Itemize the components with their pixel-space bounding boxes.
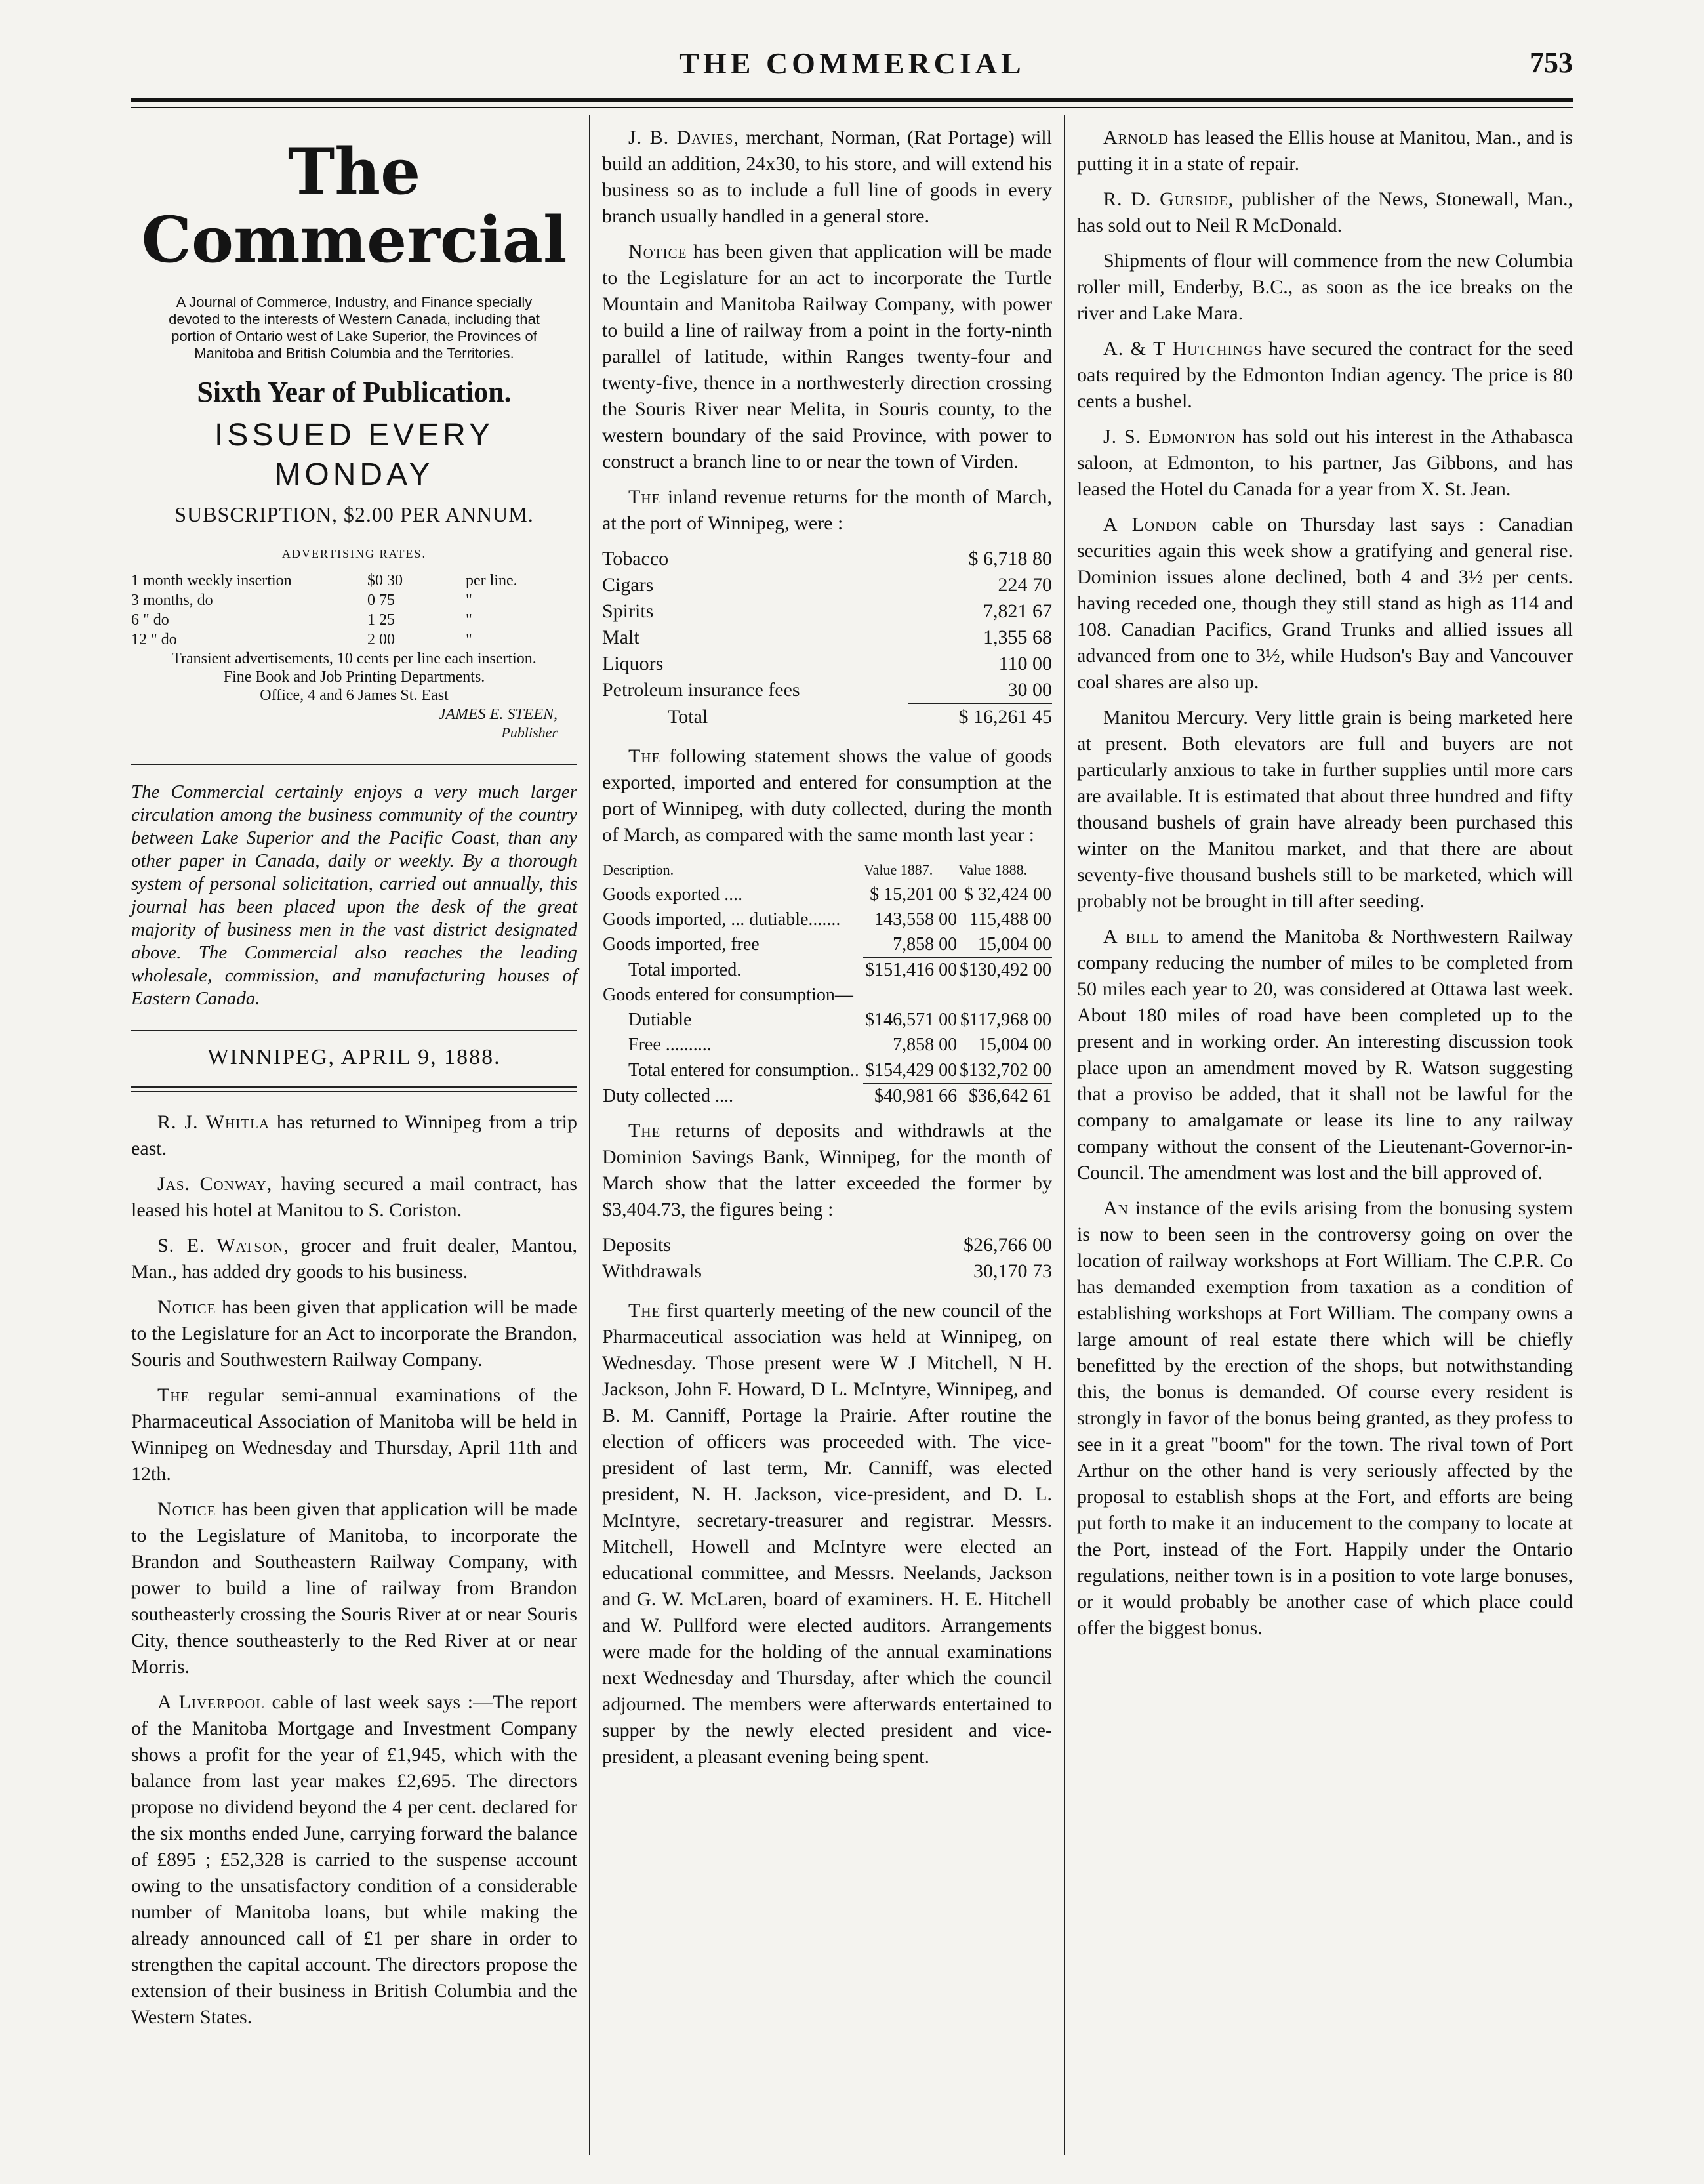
trade-statement-table: [602, 857, 1052, 1109]
news-item: A. & T Hutchings have secured the contract for the seed oats required by the Edmonton Indian agency. The price is 80 cents a bushel.: [1077, 338, 1573, 412]
dateline-rule-thin: [131, 1091, 577, 1092]
column-divider: [1064, 115, 1065, 2155]
office-address: Office, 4 and 6 James St. East: [260, 687, 449, 704]
news-item: The inland revenue returns for the month of March, at the port of Winnipeg, were :: [602, 486, 1052, 534]
advertising-row: 6 " do 1 25 ": [131, 611, 472, 628]
running-head: [131, 46, 1573, 88]
issued-every-monday: ISSUED EVERY MONDAY: [214, 418, 494, 492]
table-total-row: Total $ 16,261 45: [602, 704, 1052, 731]
news-item: Arnold has leased the Ellis house at Manitou, Man., and is putting it in a state of repair.: [1077, 127, 1573, 175]
masthead-description: A Journal of Commerce, Industry, and Finance specially devoted to the interests of Western Canada, including that portion of Ontario west of Lake Superior, the Provinces of Manitoba and British Columbia and the Territories.: [169, 294, 540, 361]
dateline-rule: [131, 1086, 577, 1088]
column-3: [1077, 125, 1573, 1651]
column-2: [602, 125, 1052, 1779]
column-divider: [589, 115, 590, 2155]
table-row: Total imported. $151,416 00 $130,492 00: [602, 958, 1052, 983]
news-item: R. J. Whitla has returned to Winnipeg from a trip east.: [131, 1111, 577, 1159]
advertising-rates: [131, 571, 577, 649]
publisher-title: Publisher: [501, 724, 558, 741]
publisher-name: JAMES E. STEEN,: [438, 706, 558, 723]
inland-revenue-table: [602, 546, 1052, 730]
table-row: Liquors 110 00: [602, 653, 1052, 674]
subscription-price: SUBSCRIPTION, $2.00 PER ANNUM.: [174, 503, 534, 526]
advertising-row: 12 " do 2 00 ": [131, 631, 472, 648]
sixth-year: Sixth Year of Publication.: [197, 376, 512, 408]
news-item: A bill to amend the Manitoba & Northwestern Railway company reducing the number of miles to be completed from 50 miles each year to 20, was considered at Ottawa last week. About 180 miles of road have been completed up to the present and in working order. An interesting discussion took place upon an amendment moved by R. Watson suggesting that a proviso be added, that it shall not be lawful for the company to amalgamate or lease its line to any railway company without the consent of the Lieutenant-Governor-in-Council. The amendment was lost and the bill approved of.: [1077, 926, 1573, 1184]
news-item: Shipments of flour will commence from the new Columbia roller mill, Enderby, B.C., as soon as the ice breaks on the river and Lake Mara.: [1077, 250, 1573, 324]
table-row: Duty collected .... $40,981 66 $36,642 61: [602, 1084, 1052, 1109]
advertising-row: 1 month weekly insertion $0 30 per line.: [131, 572, 517, 589]
table-row: Free .......... 7,858 00 15,004 00: [628, 1035, 1051, 1056]
news-item: Notice has been given that application will be made to the Legislature for an act to incorporate the Turtle Mountain and Manitoba Railway Company, with power to build a line of railway from a point in the forty-ninth parallel of latitude, within Ranges twenty-four and twenty-five, thence in a northwesterly direction crossing the Souris River near Melita, in Souris county, to the western boundary of the said Province, with power to construct a branch line to or near the town of Virden.: [602, 241, 1052, 472]
header-rule: [131, 98, 1573, 102]
news-item: Jas. Conway, having secured a mail contract, has leased his hotel at Manitou to S. Coriston.: [131, 1173, 578, 1221]
table-row: Malt 1,355 68: [602, 627, 1052, 648]
table-row: Goods exported .... $ 15,201 00 $ 32,424 00: [603, 884, 1051, 905]
news-item: The returns of deposits and withdrawls at the Dominion Savings Bank, Winnipeg, for the month of March show that the latter exceeded the former by $3,404.73, the figures being :: [602, 1120, 1052, 1220]
news-item: Manitou Mercury. Very little grain is being marketed here at present. Both elevators are full and buyers are not particularly anxious to take in further supplies until more cars are available. It is estimated that about three hundred and fifty thousand bushels of grain have already been purchased this winter on the Manitou market, and that there are about seventy-five thousand bushels still to be marketed, which will probably not be brought in till after seeding.: [1077, 707, 1573, 912]
table-row: Dutiable $146,571 00 $117,968 00: [628, 1010, 1051, 1030]
printing-departments: Fine Book and Job Printing Departments.: [223, 669, 485, 686]
table-row: Spirits 7,821 67: [602, 600, 1052, 622]
news-item: J. B. Davies, merchant, Norman, (Rat Portage) will build an addition, 24x30, to his store, and will extend his business so as to include a full line of goods in every branch usually handled in a general store.: [602, 127, 1052, 227]
circulation-notice: The Commercial certainly enjoys a very much larger circulation among the business community of the country between Lake Superior and the Pacific Coast, than any other paper in Canada, daily or weekly. By a thorough system of personal solicitation, carried out annually, this journal has been placed upon the desk of the great majority of business men in the vast district designated above. The Commercial also reaches the leading wholesale, commission, and manufacturing houses of Eastern Canada.: [131, 764, 577, 1010]
table-row: Goods entered for consumption—: [603, 985, 853, 1005]
table-row: Deposits $26,766 00: [602, 1234, 1052, 1256]
dateline: WINNIPEG, APRIL 9, 1888.: [131, 1030, 577, 1071]
news-item: R. D. Gurside, publisher of the News, Stonewall, Man., has sold out to Neil R McDonald.: [1077, 188, 1573, 236]
news-item: A Liverpool cable of last week says :—The report of the Manitoba Mortgage and Investment Company shows a profit for the year of £1,945, which with the balance from last year makes £2,695. The directors propose no dividend beyond the 4 per cent. declared for the six months ended June, carrying forward the balance of £895 ; £52,328 is carried to the suspense account owing to the unsatisfactory condition of a considerable number of Manitoba loans, but while making the already announced call of £1 per share in order to strengthen the capital account. The directors propose the extension of their business in British Columbia and the Western States.: [131, 1691, 578, 2028]
table-row: Withdrawals 30,170 73: [602, 1260, 1052, 1282]
table-row: Cigars 224 70: [602, 574, 1052, 596]
table-row: Total entered for consumption.. $154,429 00 $132,702 00: [602, 1058, 1052, 1084]
table-row: Tobacco $ 6,718 80: [602, 548, 1052, 569]
table-row: Goods imported, ... dutiable....... 143,558 00 115,488 00: [603, 909, 1051, 930]
table-row: Goods imported, free 7,858 00 15,004 00: [603, 934, 1051, 955]
masthead-title: The Commercial: [141, 134, 567, 277]
news-item: S. E. Watson, grocer and fruit dealer, Mantou, Man., has added dry goods to his business.: [131, 1235, 577, 1283]
advertising-heading: ADVERTISING RATES.: [282, 547, 426, 560]
news-item: J. S. Edmonton has sold out his interest in the Athabasca saloon, at Edmonton, to his partner, Jas Gibbons, and has leased the Hotel du Canada for a year from X. St. Jean.: [1077, 426, 1573, 500]
header-rule-thin: [131, 107, 1573, 108]
transient-ads: Transient advertisements, 10 cents per line each insertion.: [172, 650, 537, 667]
table-header-row: Description. Value 1887. Value 1888.: [603, 861, 1028, 878]
advertising-row: 3 months, do 0 75 ": [131, 592, 472, 609]
news-item: Notice has been given that application will be made to the Legislature for an Act to incorporate the Brandon, Souris and Southwestern Railway Company.: [131, 1296, 577, 1370]
savings-bank-table: [602, 1232, 1052, 1285]
news-item: The following statement shows the value of goods exported, imported and entered for consumption at the port of Winnipeg, with duty collected, during the month of March, as compared with the same month last year :: [602, 745, 1052, 846]
news-item: An instance of the evils arising from the bonusing system is now to been seen in the controversy going on over the location of railway workshops at Fort William. The C.P.R. Co has demanded exemption from taxation as a condition of establishing workshops at Fort William. The company owns a large amount of real estate there which will be chiefly benefitted by the erection of the shops, but notwithstanding this, the bonus is demanded. Of course every resident is strongly in favor of the bonus being granted, as they profess to see in it a great "boom" for the town. The rival town of Port Arthur on the other hand is very seriously affected by the proposal to establish shops at the Fort, and efforts are being put forth to make it an inducement to the company to locate at the Port, instead of the Fort. Happily under the Ontario regulations, neither town is in a position to vote large bonuses, or it would probably be another case of which place could offer the biggest bonus.: [1077, 1197, 1573, 1639]
news-item: A London cable on Thursday last says : Canadian securities again this week show a gratifying and general rise. Dominion issues alone declined, both 4 and 3½ per cents. having receded one, though they still stand as high as 114 and 108. Canadian Pacifics, Grand Trunks and allied issues all advanced from one to 3½, while Hudson's Bay and Vancouver coal shares are also up.: [1077, 514, 1573, 693]
news-item: The first quarterly meeting of the new council of the Pharmaceutical association was held at Winnipeg, on Wednesday. Those present were W J Mitchell, N H. Jackson, John F. Howard, D L. McIntyre, Winnipeg, and B. M. Canniff, Portage la Prairie. After routine the election of officers was proceeded with. The vice-president of last term, Mr. Canniff, was elected president, N. H. Jackson, vice-president, and D. L. McIntyre, secretary-treasurer and registrar. Messrs. Mitchell, Howell and McIntyre were elected an educational committee, and Messrs. Neelands, Jackson and G. W. McLaren, board of examiners. H. E. Hitchell and W. Pullford were elected auditors. Arrangements were made for the holding of the annual examinations next Wednesday and Thursday, after which the council adjourned. The members were afterwards entertained to supper by the newly elected president and vice-president, a pleasant evening being spent.: [602, 1300, 1052, 1767]
news-item: Notice has been given that application will be made to the Legislature of Manitoba, to incorporate the Brandon and Southeastern Railway Company, with power to build a line of railway from Brandon southeasterly crossing the Souris River at or near Souris City, thence southeasterly to the Red River at or near Morris.: [131, 1498, 577, 1678]
news-item: The regular semi-annual examinations of the Pharmaceutical Association of Manitoba will be held in Winnipeg on Wednesday and Thursday, April 11th and 12th.: [131, 1384, 577, 1485]
table-row: Petroleum insurance fees 30 00: [602, 679, 1052, 701]
column-1: [131, 125, 577, 2040]
page-number: 753: [1530, 47, 1573, 79]
newspaper-title: THE COMMERCIAL: [679, 47, 1025, 80]
